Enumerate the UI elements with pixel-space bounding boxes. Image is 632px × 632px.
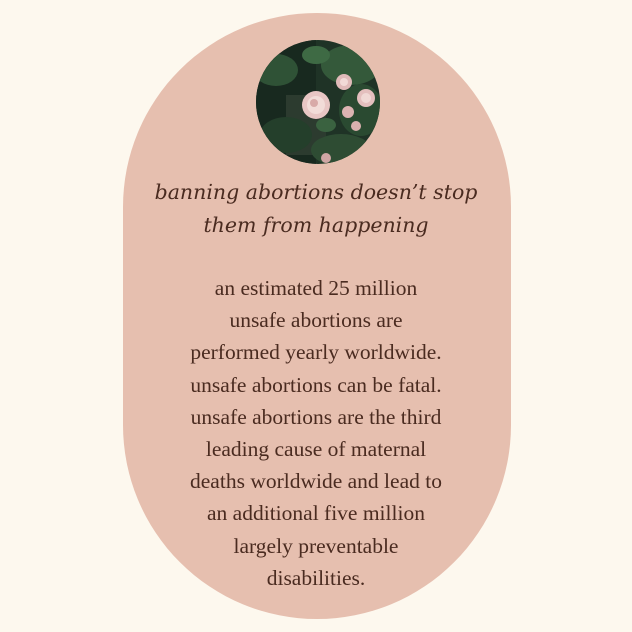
body-line: unsafe abortions can be fatal. — [190, 372, 442, 397]
body-line: deaths worldwide and lead to — [190, 469, 442, 494]
body-line: performed yearly worldwide. — [190, 340, 442, 365]
body-line: unsafe abortions are — [229, 308, 403, 333]
body-text — [140, 272, 492, 594]
rose-bush-photo — [256, 40, 380, 164]
headline-line: them from happening — [203, 213, 429, 237]
body-line: an estimated 25 million — [214, 276, 418, 300]
body-line: disabilities. — [266, 565, 366, 590]
headline-line: banning abortions doesn’t stop — [154, 180, 478, 204]
body-line: leading cause of maternal — [205, 437, 427, 462]
body-line: unsafe abortions are the third — [190, 404, 442, 429]
headline — [140, 176, 492, 242]
body-line: largely preventable — [233, 533, 399, 558]
body-line: an additional five million — [207, 501, 425, 526]
